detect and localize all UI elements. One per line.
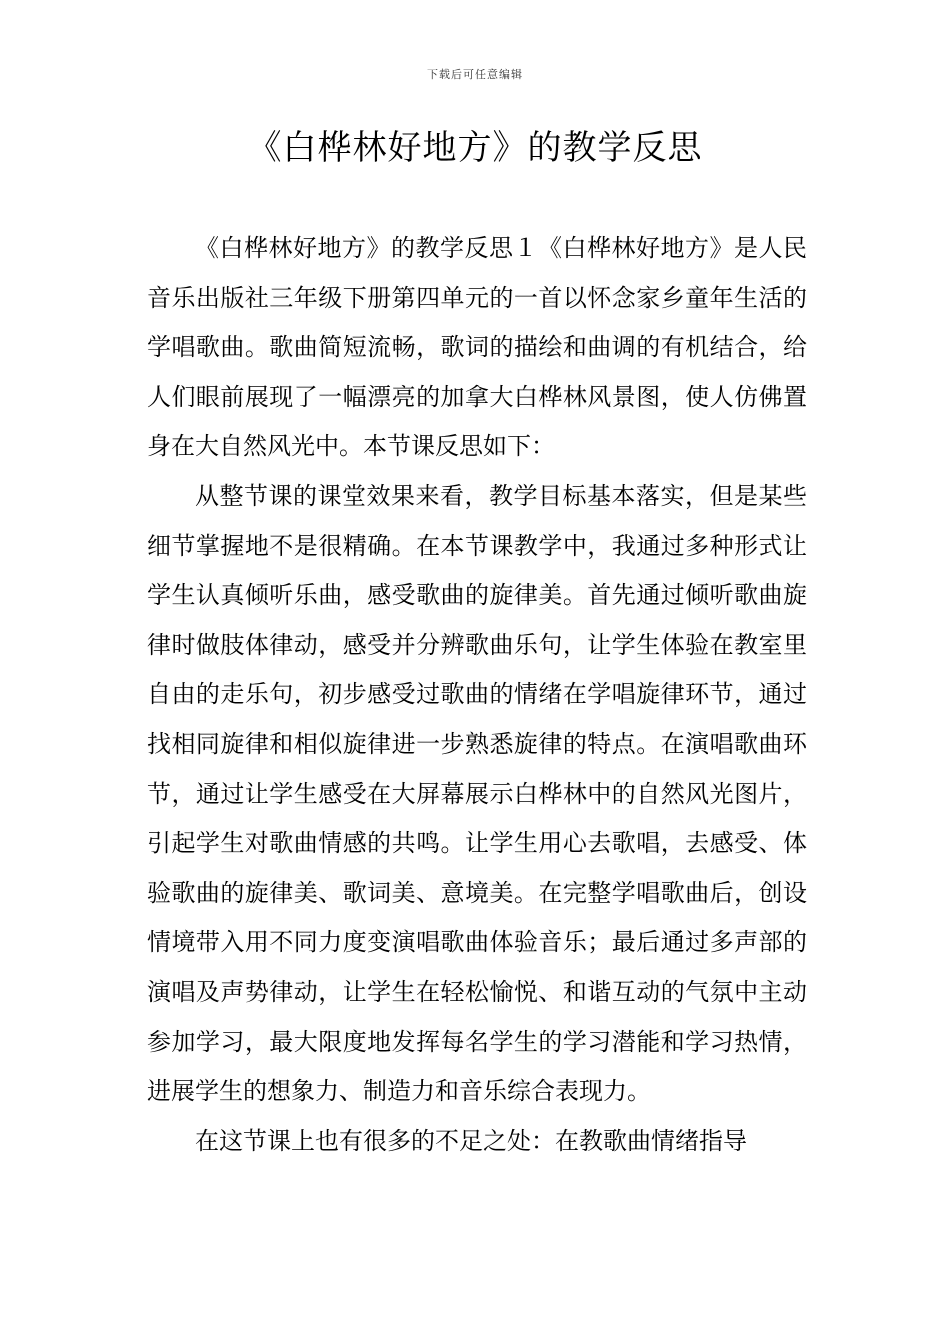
body-paragraph-1: 《白桦林好地方》的教学反思１《白桦林好地方》是人民音乐出版社三年级下册第四单元的一首以怀念家乡童年生活的学唱歌曲。歌曲简短流畅，歌词的描绘和曲调的有机结合，给人们眼前展现了一幅漂亮的加拿大白桦林风景图，使人仿佛置身在大自然风光中。本节课反思如下：	[147, 234, 807, 461]
header-note: 下载后可任意编辑	[427, 68, 523, 81]
body-paragraph-3: 在这节课上也有很多的不足之处：在教歌曲情绪指导	[195, 1126, 747, 1155]
body-paragraph-2: 从整节课的课堂效果来看，教学目标基本落实，但是某些细节掌握地不是很精确。在本节课教学中，我通过多种形式让学生认真倾听乐曲，感受歌曲的旋律美。首先通过倾听歌曲旋律时做肢体律动，感受并分辨歌曲乐句，让学生体验在教室里自由的走乐句，初步感受过歌曲的情绪在学唱旋律环节，通过找相同旋律和相似旋律进一步熟悉旋律的特点。在演唱歌曲环节，通过让学生感受在大屏幕展示白桦林中的自然风光图片，引起学生对歌曲情感的共鸣。让学生用心去歌唱，去感受、体验歌曲的旋律美、歌词美、意境美。在完整学唱歌曲后，创设情境带入用不同力度变演唱歌曲体验音乐；最后通过多声部的演唱及声势律动，让学生在轻松愉悦、和谐互动的气氛中主动参加学习，最大限度地发挥每名学生的学习潜能和学习热情，进展学生的想象力、制造力和音乐综合表现力。	[147, 481, 807, 1106]
document-body	[147, 224, 807, 1166]
document-title: 《白桦林好地方》的教学反思	[247, 128, 703, 168]
